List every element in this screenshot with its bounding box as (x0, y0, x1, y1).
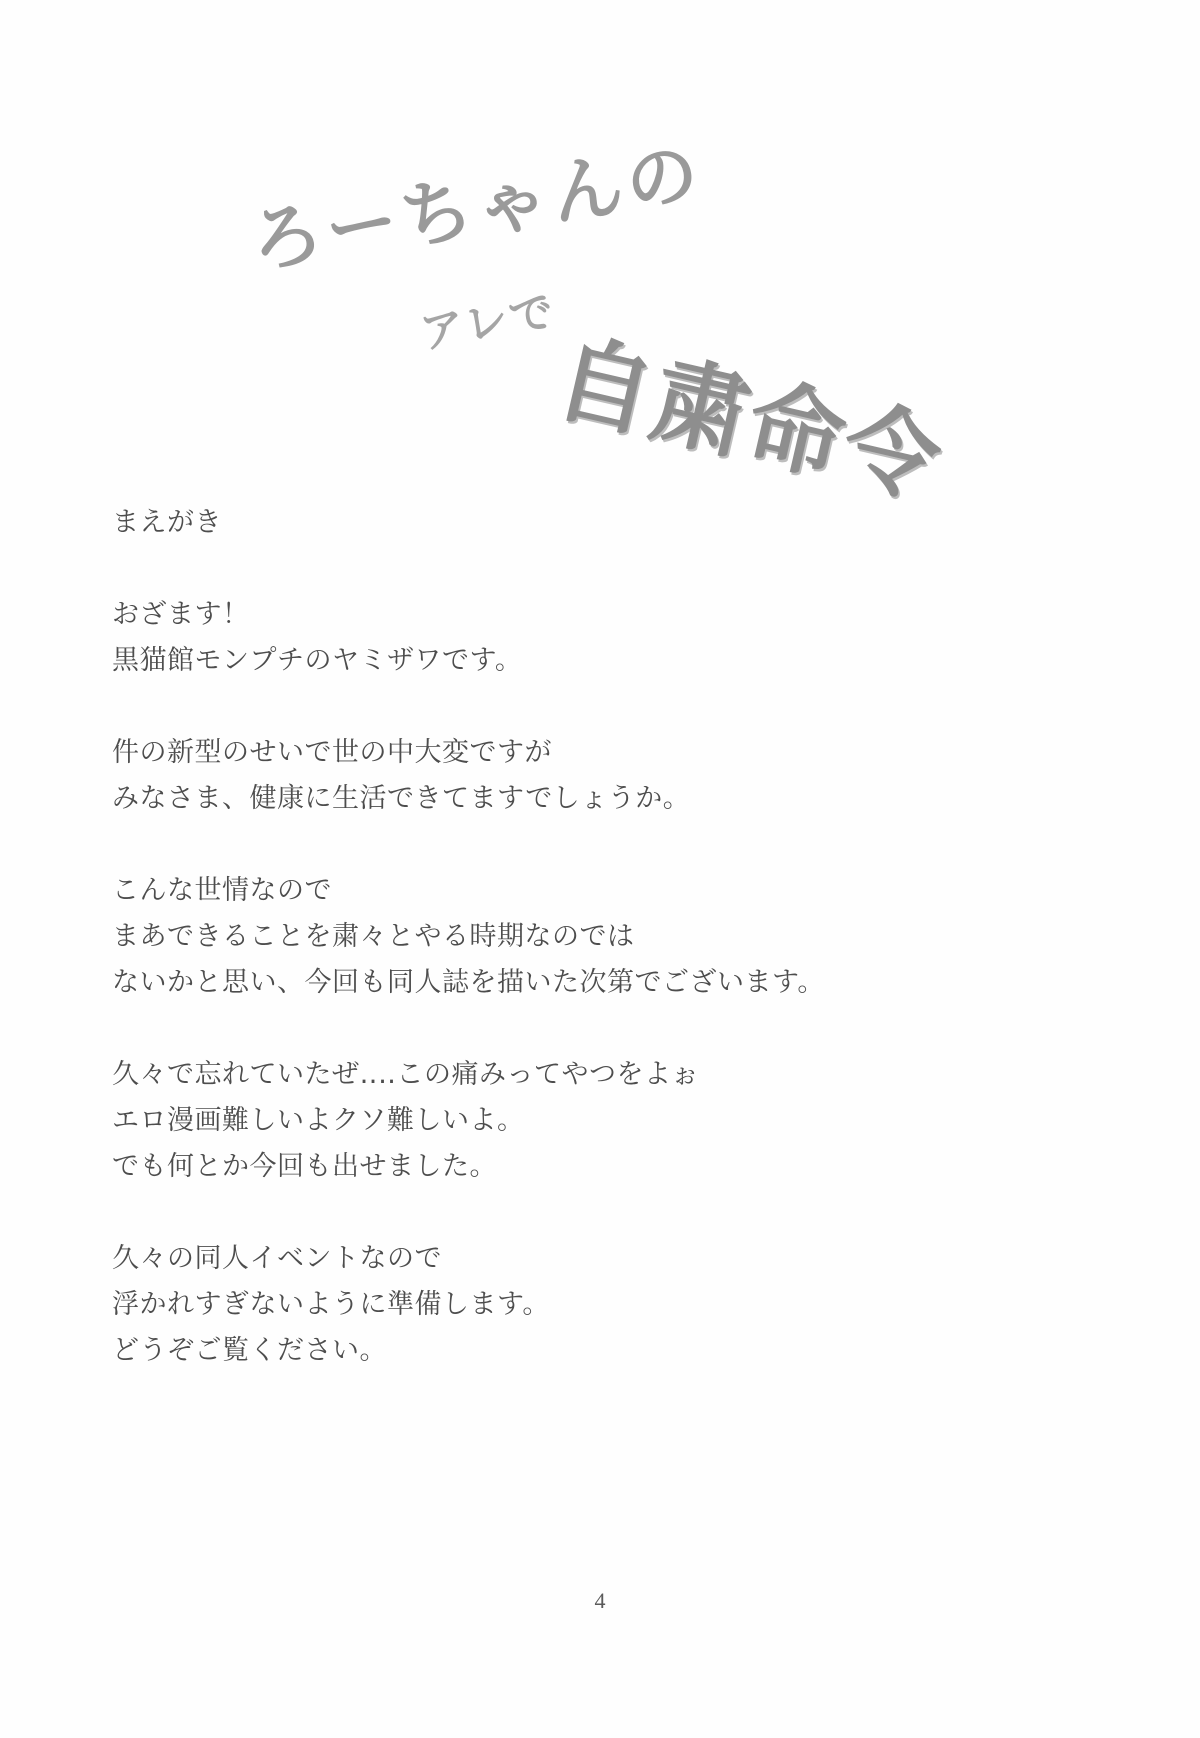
text-line: 久々で忘れていたぜ‥‥この痛みってやつをよぉ (112, 1059, 700, 1090)
paragraph-greeting (112, 592, 1072, 684)
page-number: 4 (594, 1588, 606, 1613)
text-line: 件の新型のせいで世の中大変ですが (112, 737, 552, 768)
title-logo-line-2-big: 自粛命令 (545, 321, 953, 519)
text-line: 久々の同人イベントなので (112, 1243, 442, 1274)
title-logo (0, 130, 1200, 519)
text-line: ないかと思い、今回も同人誌を描いた次第でございます。 (112, 967, 825, 998)
paragraph-motivation (112, 868, 1072, 1006)
afterword-body (112, 500, 1072, 1374)
text-line: こんな世情なので (112, 875, 332, 906)
title-logo-line-2-small: アレで (416, 285, 560, 360)
text-line: 浮かれすぎないように準備します。 (112, 1289, 550, 1320)
text-line: みなさま、健康に生活できてますでしょうか。 (112, 783, 691, 814)
paragraph-pain (112, 1052, 1072, 1190)
paragraph-closing (112, 1236, 1072, 1374)
text-line: まえがき (112, 507, 222, 538)
text-line: でも何とか今回も出せました。 (112, 1151, 497, 1182)
title-logo-line-1: ろーちゃんの (244, 130, 708, 285)
text-line: おざます！ (112, 599, 250, 630)
paragraph-heading (112, 500, 1072, 546)
paragraph-situation (112, 730, 1072, 822)
text-line: まあできることを粛々とやる時期なのでは (112, 921, 635, 952)
text-line: どうぞご覧ください。 (112, 1335, 387, 1366)
text-line: エロ漫画難しいよクソ難しいよ。 (112, 1105, 525, 1136)
text-line: 黒猫館モンプチのヤミザワです。 (112, 645, 523, 676)
